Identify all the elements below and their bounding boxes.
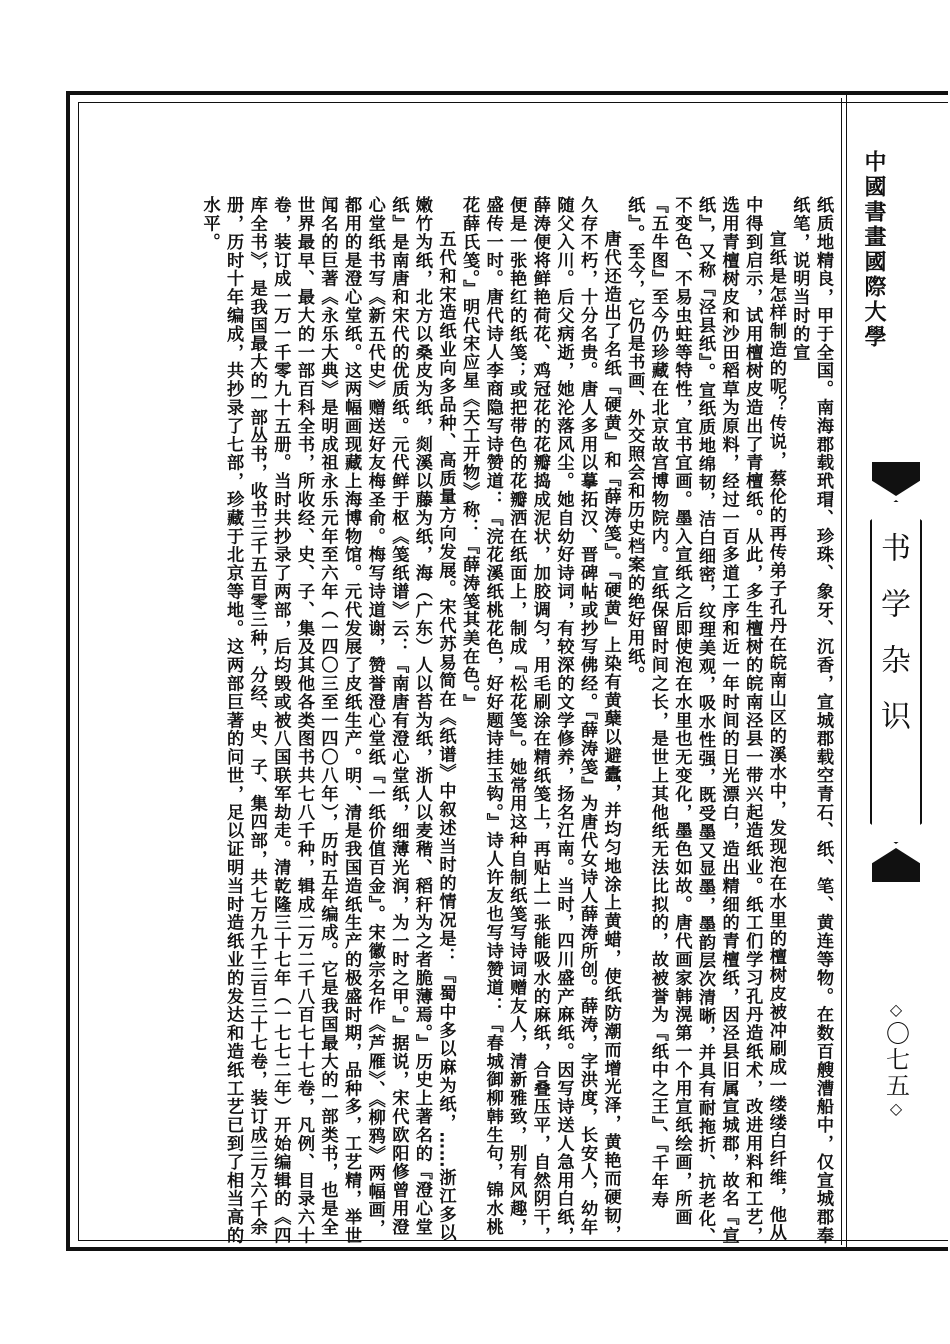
page-number-text: 〇七五 xyxy=(881,1021,910,1099)
paragraph: 五代和宋造纸业向多品种、高质量方向发展。宋代苏易简在《纸谱》中叙述当时的情况是：『蜀中多以麻为纸，……浙江多以嫩竹为纸，北方以桑皮为纸，剡溪以藤为纸，海（广东）人以苔为纸，浙人以麦稭、稻秆为之者脆薄焉。』历史上著名的『澄心堂纸』是南唐和宋代的优质纸。元代鲜于枢《笺纸谱》云：『南唐有澄心堂纸，细薄光润，为一时之甲。』据说，宋代欧阳修曾用澄心堂纸书写《新五代史》赠送好友梅圣俞。梅写诗道谢，赞誉澄心堂纸『一纸价值百金』。宋徽宗名作《芦雁》、《柳鸦》两幅画，都用的是澄心堂纸。这两幅画现藏上海博物馆。元代发展了皮纸生产。明、清是我国造纸生产的极盛时期，品种多，工艺精，举世闻名的巨著《永乐大典》是明成祖永乐元年至六年（一四〇三至一四〇八年），历时五年编成。它是我国最大的一部类书，也是全世界最早、最大的一部百科全书，所收经、史、子、集及其他各类图书共七八千种，辑成二万二千八百七十七卷，凡例、目录六十卷，装订成一万一千零九十五册。当时共抄录了两部，后均毁或被八国联军劫走。清乾隆三十七年（一七七二年）开始编辑的《四库全书》，是我国最大的一部丛书，收书三千五百零三种，分经、史、子、集四部，共七万九千三百三十七卷，装订成三万六千余册，历时十年编成，共抄录了七部，珍藏于北京等地。这两部巨著的问世，足以证明当时造纸业的发达和造纸工艺已到了相当高的水平。 xyxy=(199,196,456,1245)
sidebar-divider xyxy=(846,91,847,1251)
section-title: 书学杂识 xyxy=(875,532,910,756)
article-body xyxy=(82,196,834,1246)
page-number xyxy=(866,1000,926,1120)
diamond-ornament-icon: ◇ xyxy=(886,1000,906,1021)
emblem-top-ornament xyxy=(872,462,920,496)
paragraph: 纸质地精良，甲于全国。南海郡载玳瑁、珍珠、象牙、沉香，宣城郡载空青石、纸、笔、黄连等物。在数百艘漕船中，仅宣城郡奉纸笔，说明当时的宣 xyxy=(789,196,833,1245)
paragraph: 唐代还造出了名纸『硬黄』和『薛涛笺』。『硬黄』上染有黄蘖以避蠹，并均匀地涂上黄蜡，使纸防潮而增光泽，黄艳而硬韧，久存不朽，十分名贵。唐人多用以摹拓汉、晋碑帖或抄写佛经。『薛涛笺』为唐代女诗人薛涛所创。薛涛，字洪度，长安人，幼年随父入川。后父病逝，她沦落风尘。她自幼好诗词，有较深的文学修养，扬名江南。当时，四川盛产麻纸。因写诗送人急用白纸，薛涛便将鲜艳荷花、鸡冠花的花瓣捣成泥状，加胶调匀，用毛刷涂在精纸笺上，再贴上一张能吸水的麻纸，合叠压平，自然阴干，便是一张艳红的纸笺；或把带色的花瓣洒在纸面上，制成『松花笺』。她常用这种自制纸笺写诗词赠友人，清新雅致，别有风趣，盛传一时。唐代诗人李商隐写诗赞道：『浣花溪纸桃花色，好好题诗挂玉钩。』诗人许友也写诗赞道：『春城御柳韩生句，锦水桃花薛氏笺。』明代宋应星《天工开物》称：『薛涛笺其美在色。』 xyxy=(459,196,621,1245)
section-emblem xyxy=(866,462,926,882)
emblem-bottom-ornament xyxy=(872,848,920,882)
paragraph: 宣纸是怎样制造的呢？传说，蔡伦的再传弟子孔丹在皖南山区的溪水中，发现泡在水里的檀树皮被冲刷成一缕缕白纤维，他从中得到启示，试用檀树皮造出了青檀纸。从此，多生檀树的皖南泾县一带兴起造纸业。纸工们学习孔丹造纸术，改进用料和工艺，选用青檀树皮和沙田稻草为原料，经过一百多道工序和近一年时间的日光漂白，造出精细的青檀纸，因泾县旧属宣城郡，故名『宣纸』，又称『泾县纸』。宣纸质地绵韧，洁白细密，纹理美观，吸水性强，既受墨又显墨，墨韵层次清晰，并具有耐拖折、抗老化、不变色、不易虫蛀等特性，宜书宜画。墨入宣纸之后即使泡在水里也无变化，墨色如故。唐代画家韩滉第一个用宣纸绘画，所画『五牛图』至今仍珍藏在北京故宫博物院内。宣纸保留时间之长，是世上其他纸无法比拟的，故被誉为『纸中之王』、『千年寿纸』。至今，它仍是书画、外交照会和历史档案的绝好用纸。 xyxy=(624,196,786,1246)
sidebar-divider-inner xyxy=(841,98,842,1245)
publication-title: 中國書畫國際大學 xyxy=(861,150,886,350)
diamond-ornament-icon: ◇ xyxy=(886,1099,906,1120)
